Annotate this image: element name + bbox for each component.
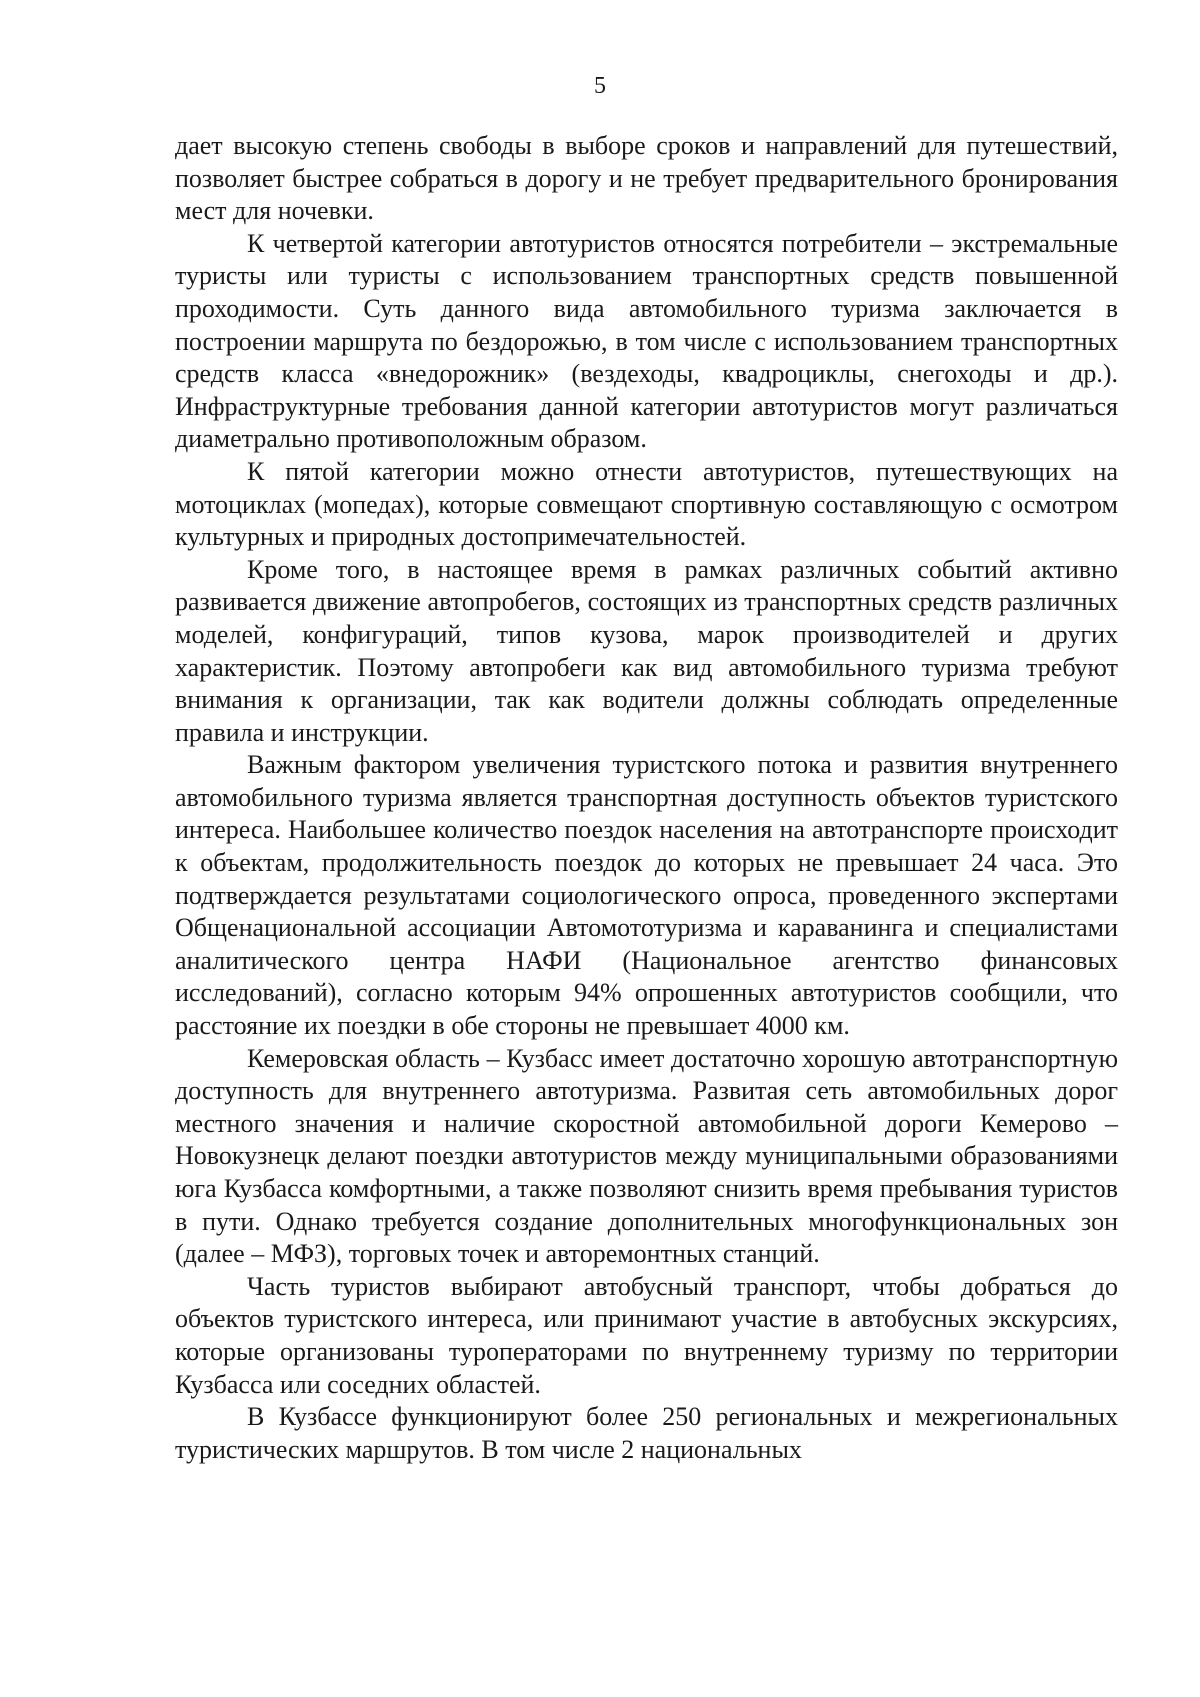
paragraph-transport-accessibility: Важным фактором увеличения туристского потока и развития внутреннего автомобильного туризма является транспортная доступность объектов туристского интереса. Наибольшее количество поездок населения на автотранспорте происходит к объектам, продолжительность поездок до которых не превышает 24 часа. Это подтверждается результатами социологического опроса, проведенного экспертами Общенациональной ассоциации Автомототуризма и караванинга и специалистами аналитического центра НАФИ (Национальное агентство финансовых исследований), согласно которым 94% опрошенных автотуристов сообщили, что расстояние их поездки в обе стороны не превышает 4000 км. <box>175 750 1118 1041</box>
paragraph-fourth-category: К четвертой категории автотуристов относятся потребители – экстремальные туристы или туристы с использованием транспортных средств повышенной проходимости. Суть данного вида автомобильного туризма заключается в построении маршрута по бездорожью, в том числе с использованием транспортных средств класса «внедорожник» (вездеходы, квадроциклы, снегоходы и др.). Инфраструктурные требования данной категории автотуристов могут различаться диаметрально противоположным образом. <box>175 228 1118 454</box>
paragraph-routes: В Кузбассе функционируют более 250 региональных и межрегиональных туристических маршрутов. В том числе 2 национальных <box>175 1402 1118 1464</box>
paragraph-fifth-category: К пятой категории можно отнести автотуристов, путешествующих на мотоциклах (мопедах), которые совмещают спортивную составляющую с осмотром культурных и природных достопримечательностей. <box>175 456 1118 552</box>
paragraph-continued: дает высокую степень свободы в выборе сроков и направлений для путешествий, позволяет быстрее собраться в дорогу и не требует предварительного бронирования мест для ночевки. <box>175 131 1118 226</box>
page-number: 5 <box>594 73 606 99</box>
paragraph-auto-rallies: Кроме того, в настоящее время в рамках различных событий активно развивается движение автопробегов, состоящих из транспортных средств различных моделей, конфигураций, типов кузова, марок производителей и других характеристик. Поэтому автопробеги как вид автомобильного туризма требуют внимания к организации, так как водители должны соблюдать определенные правила и инструкции. <box>175 554 1118 747</box>
paragraph-kemerovo-region: Кемеровская область – Кузбасс имеет достаточно хорошую автотранспортную доступность для внутреннего автотуризма. Развитая сеть автомобильных дорог местного значения и наличие скоростной автомобильной дороги Кемерово – Новокузнецк делают поездки автотуристов между муниципальными образованиями юга Кузбасса комфортными, а также позволяют снизить время пребывания туристов в пути. Однако требуется создание дополнительных многофункциональных зон (далее – МФЗ), торговых точек и авторемонтных станций. <box>175 1043 1118 1269</box>
document-body <box>175 130 1118 1466</box>
paragraph-bus-transport: Часть туристов выбирают автобусный транспорт, чтобы добраться до объектов туристского интереса, или принимают участие в автобусных экскурсиях, которые организованы туроператорами по внутреннему туризму по территории Кузбасса или соседних областей. <box>175 1271 1118 1399</box>
